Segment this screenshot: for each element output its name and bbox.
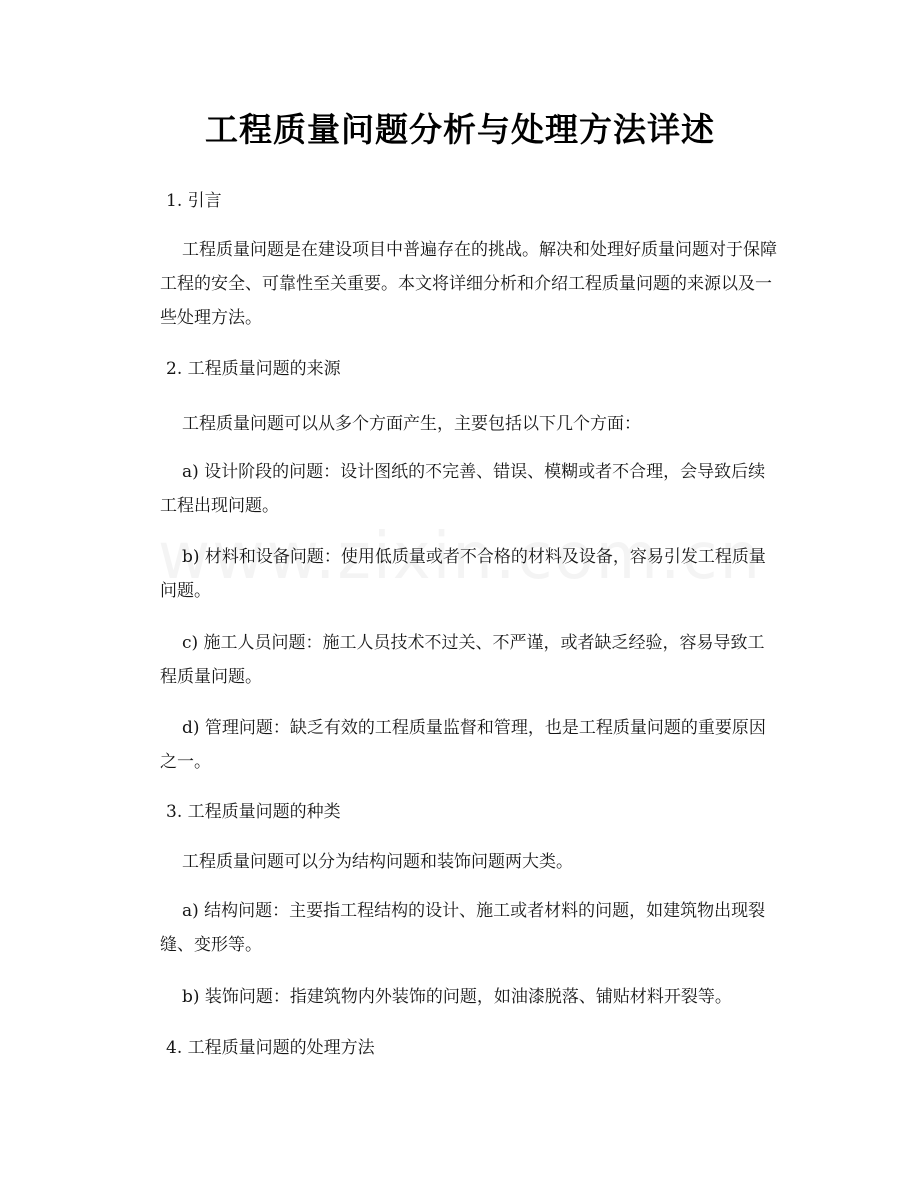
section-heading-types: 3. 工程质量问题的种类 [166, 802, 341, 822]
section-heading-sources: 2. 工程质量问题的来源 [166, 359, 341, 379]
list-item-decoration-issues: b) 装饰问题：指建筑物内外装饰的问题，如油漆脱落、铺贴材料开裂等。 [182, 987, 732, 1007]
list-item-material-issues: b) 材料和设备问题：使用低质量或者不合格的材料及设备，容易引发工程质量问题。 [160, 547, 766, 601]
list-item-design-issues: a) 设计阶段的问题：设计图纸的不完善、错误、模糊或者不合理，会导致后续工程出现问题。 [160, 462, 766, 516]
list-item-management-issues: d) 管理问题：缺乏有效的工程质量监督和管理，也是工程质量问题的重要原因之一。 [160, 718, 766, 772]
paragraph-sources-intro: 工程质量问题可以从多个方面产生，主要包括以下几个方面： [182, 414, 641, 434]
section-heading-handling-methods: 4. 工程质量问题的处理方法 [166, 1038, 375, 1058]
paragraph-introduction: 工程质量问题是在建设项目中普遍存在的挑战。解决和处理好质量问题对于保障工程的安全、可靠性至关重要。本文将详细分析和介绍工程质量问题的来源以及一些处理方法。 [160, 240, 777, 328]
list-item-structural-issues: a) 结构问题：主要指工程结构的设计、施工或者材料的问题，如建筑物出现裂缝、变形等。 [160, 901, 766, 955]
section-heading-introduction: 1. 引言 [166, 191, 222, 211]
paragraph-types-intro: 工程质量问题可以分为结构问题和装饰问题两大类。 [182, 852, 573, 872]
list-item-workforce-issues: c) 施工人员问题：施工人员技术不过关、不严谨，或者缺乏经验，容易导致工程质量问题。 [160, 633, 765, 687]
document-title: 工程质量问题分析与处理方法详述 [205, 110, 715, 149]
